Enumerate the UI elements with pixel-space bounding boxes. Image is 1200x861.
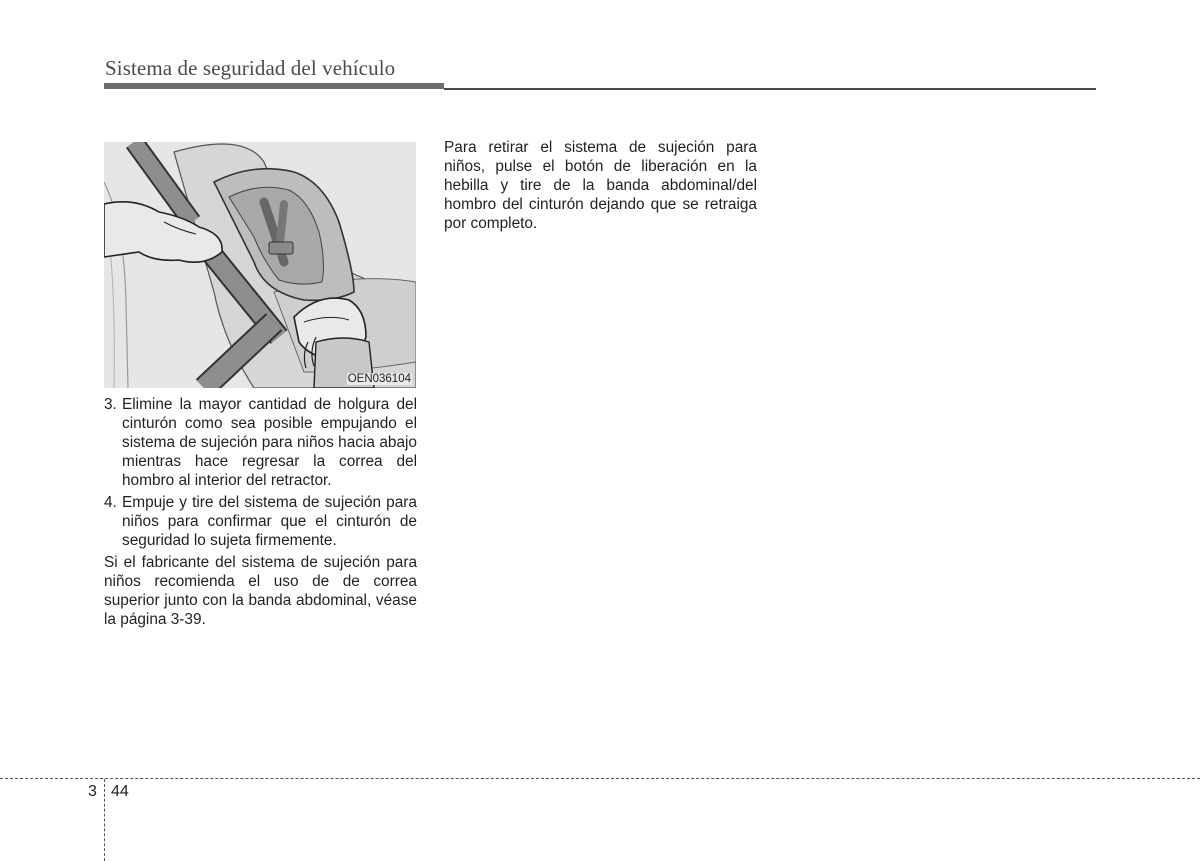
list-item [104,395,417,490]
child-seat-illustration [104,142,416,388]
footer-rule [0,778,1200,779]
list-item-number: 4. [104,494,117,511]
child-seat-drawing [104,142,416,388]
list-item-text: Elimine la mayor cantidad de holgura del cinturón como sea posible empujando el sistema de sujeción para niños hacia abajo mientras hace regresar la correa del hombro al interior del retractor. [122,396,417,489]
left-column [104,395,417,629]
body-paragraph: Si el fabricante del sistema de sujeción para niños recomienda el uso de de correa superior junto con la banda abdominal, véase la página 3-39. [104,554,417,628]
footer-divider [104,779,105,861]
page-number: 44 [111,783,129,800]
header-rule-thick [104,83,444,89]
figure-code: OEN036104 [347,373,411,385]
list-item-text: Empuje y tire del sistema de sujeción para niños para confirmar que el cinturón de seguridad lo sujeta firmemente. [122,494,417,549]
right-column [444,138,757,233]
list-item [104,493,417,550]
header-rule-thin [444,88,1096,90]
body-paragraph: Para retirar el sistema de sujeción para niños, pulse el botón de liberación en la hebilla y tire de la banda abdominal/del hombro del cinturón dejando que se retraiga por completo. [444,139,757,232]
page-header-title: Sistema de seguridad del vehículo [105,56,396,80]
list-item-number: 3. [104,396,117,413]
chapter-number: 3 [88,783,97,800]
